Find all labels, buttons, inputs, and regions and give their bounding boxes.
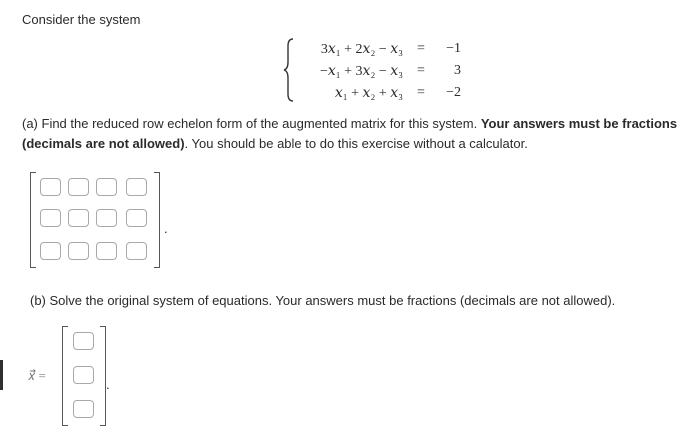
matrix-cell-r3c2[interactable] [68, 242, 89, 260]
part-b-text: (b) Solve the original system of equations. Your answers must be fractions (decimals are not allowed). [30, 293, 616, 308]
matrix-cell-r2c2[interactable] [68, 209, 89, 227]
eq2-rhs: 3 [454, 63, 461, 78]
matrix-cell-r1c3[interactable] [96, 178, 117, 196]
equation-system [283, 38, 473, 104]
matrix-period: . [164, 221, 168, 236]
eq3-rhs: −2 [446, 85, 461, 100]
intro-text: Consider the system [22, 12, 141, 27]
eq2-lhs: −𝑥₁ + 3𝑥₂ − 𝑥₃ [319, 64, 403, 79]
eq1-rel: = [417, 41, 425, 56]
vector-cell-x3[interactable] [73, 400, 94, 418]
matrix-right-bracket [154, 172, 160, 268]
part-a-bold-2: (decimals are not allowed) [22, 136, 185, 151]
matrix-cell-r3c1[interactable] [40, 242, 61, 260]
part-a-text: (a) Find the reduced row echelon form of the augmented matrix for this system. [22, 116, 481, 131]
matrix-cell-r1c1[interactable] [40, 178, 61, 196]
part-a-line2 [22, 135, 528, 152]
left-edge-marker [0, 360, 3, 390]
eq1-lhs: 3𝑥₁ + 2𝑥₂ − 𝑥₃ [320, 42, 403, 57]
rref-matrix [30, 172, 170, 268]
vector-left-bracket [62, 326, 68, 426]
vector-cell-x1[interactable] [73, 332, 94, 350]
solution-vector [62, 326, 106, 426]
matrix-cell-r2c4[interactable] [126, 209, 147, 227]
eq3-lhs: 𝑥₁ + 𝑥₂ + 𝑥₃ [334, 86, 403, 101]
matrix-cell-r1c2[interactable] [68, 178, 89, 196]
part-a-bold-1: Your answers must be fractions [480, 116, 678, 131]
vector-label: 𝑥⃗ = [28, 368, 46, 383]
eq1-rhs: −1 [446, 41, 461, 56]
vector-period: . [106, 377, 110, 392]
matrix-cell-r2c1[interactable] [40, 209, 61, 227]
matrix-cell-r2c3[interactable] [96, 209, 117, 227]
eq2-rel: = [417, 63, 425, 78]
eq3-rel: = [417, 85, 425, 100]
vector-cell-x2[interactable] [73, 366, 94, 384]
matrix-cell-r3c3[interactable] [96, 242, 117, 260]
matrix-cell-r3c4[interactable] [126, 242, 147, 260]
matrix-left-bracket [30, 172, 36, 268]
part-a-line1 [22, 115, 677, 132]
part-a-text-2: . You should be able to do this exercise without a calculator. [184, 136, 528, 151]
matrix-cell-r1c4[interactable] [126, 178, 147, 196]
